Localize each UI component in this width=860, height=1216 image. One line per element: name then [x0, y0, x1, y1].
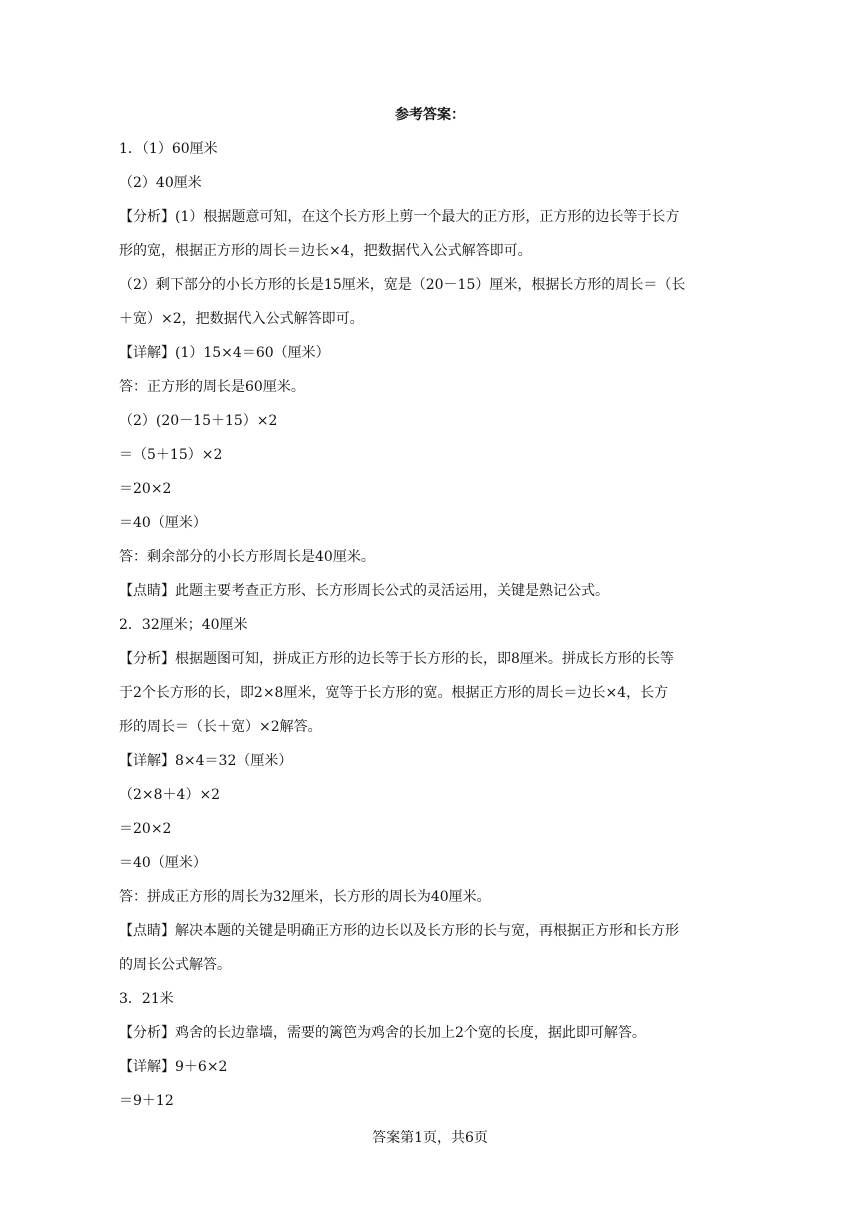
calculation-line-2: ＝（5＋15）×2 — [119, 447, 223, 463]
key-point-3: 的周长公式解答。 — [119, 957, 231, 973]
detail-line-3: 【详解】9＋6×2 — [119, 1059, 228, 1075]
analysis-line-7: 形的周长＝（长＋宽）×2解答。 — [119, 719, 322, 735]
analysis-line-2: 形的宽，根据正方形的周长＝边长×4，把数据代入公式解答即可。 — [119, 243, 532, 259]
answer-statement-3: 答：拼成正方形的周长为32厘米，长方形的周长为40厘米。 — [119, 889, 491, 905]
calculation-line-3: ＝20×2 — [119, 481, 172, 497]
analysis-line-8: 【分析】鸡舍的长边靠墙，需要的篱笆为鸡舍的长加上2个宽的长度，据此即可解答。 — [119, 1025, 646, 1041]
key-point-2: 【点睛】解决本题的关键是明确正方形的边长以及长方形的长与宽，再根据正方形和长方形 — [119, 923, 679, 939]
detail-line-2: 【详解】8×4＝32（厘米） — [119, 753, 293, 769]
calculation-line-4: ＝40（厘米） — [119, 515, 207, 531]
calculation-line-8: ＝9＋12 — [119, 1093, 174, 1109]
calculation-line-7: ＝40（厘米） — [119, 855, 207, 871]
calculation-line-6: ＝20×2 — [119, 821, 172, 837]
analysis-line-6: 于2个长方形的长，即2×8厘米，宽等于长方形的宽。根据正方形的周长＝边长×4，长方 — [119, 685, 669, 701]
calculation-line-1: （2）(20－15＋15）×2 — [119, 413, 278, 429]
answer-line-4: 3．21米 — [119, 991, 174, 1007]
analysis-line-1: 【分析】(1）根据题意可知，在这个长方形上剪一个最大的正方形，正方形的边长等于长方 — [119, 209, 680, 225]
answer-statement-2: 答：剩余部分的小长方形周长是40厘米。 — [119, 549, 375, 565]
key-point-1: 【点睛】此题主要考查正方形、长方形周长公式的灵活运用，关键是熟记公式。 — [119, 583, 609, 599]
answer-statement-1: 答：正方形的周长是60厘米。 — [119, 379, 305, 395]
page-footer: 答案第1页，共6页 — [372, 1130, 488, 1146]
answer-line-3: 2．32厘米；40厘米 — [119, 617, 248, 633]
calculation-line-5: （2×8＋4）×2 — [119, 787, 221, 803]
answer-line-2: （2）40厘米 — [119, 175, 202, 191]
page-title: 参考答案： — [395, 107, 465, 123]
answer-content — [119, 132, 739, 1118]
answer-line-1: 1．（1）60厘米 — [119, 141, 218, 157]
analysis-line-3: （2）剩下部分的小长方形的长是15厘米，宽是（20－15）厘米，根据长方形的周长＝（长 — [119, 277, 686, 293]
detail-line-1: 【详解】(1）15×4＝60（厘米） — [119, 345, 330, 361]
analysis-line-5: 【分析】根据题图可知，拼成正方形的边长等于长方形的长，即8厘米。拼成长方形的长等 — [119, 651, 674, 667]
analysis-line-4: ＋宽）×2，把数据代入公式解答即可。 — [119, 311, 364, 327]
